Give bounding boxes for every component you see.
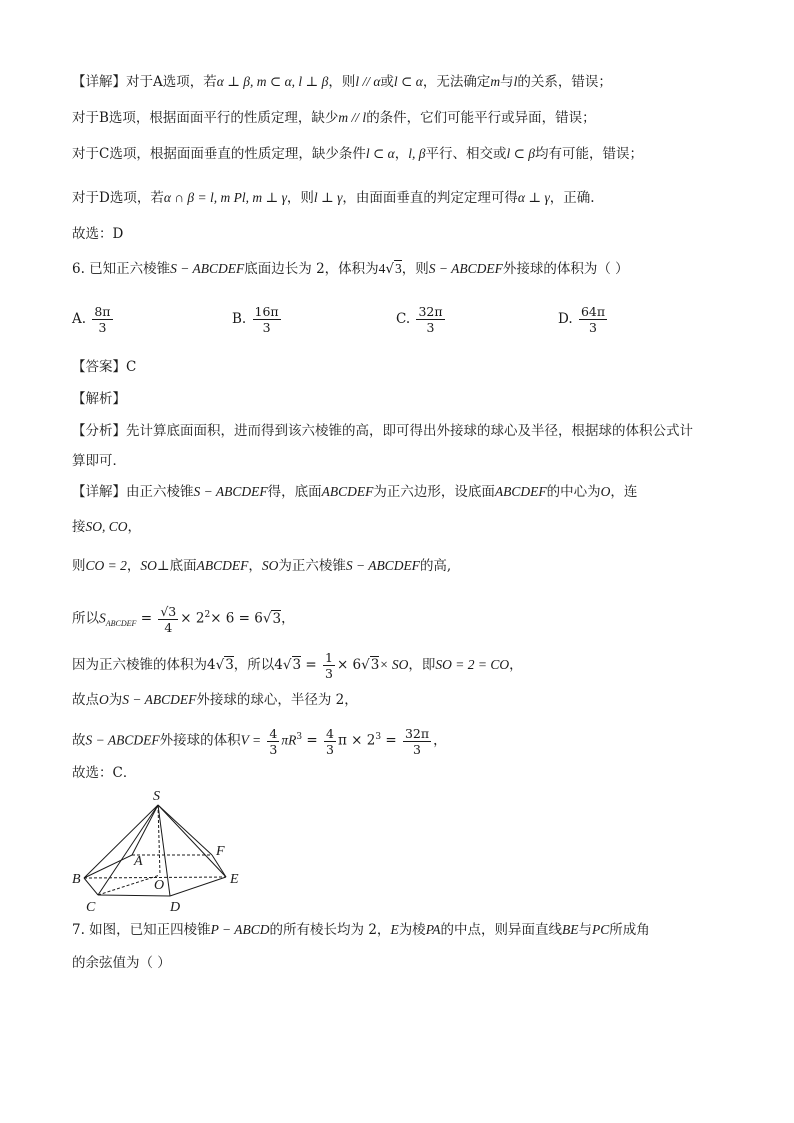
answer-choice-prev: 故选：D — [72, 226, 124, 242]
fraction — [267, 726, 279, 757]
label-d: D — [170, 900, 181, 915]
edge-sb — [84, 805, 158, 878]
text: 为正六棱锥 — [278, 558, 346, 574]
detail-line-4: 所以$S_{ABCDEF}$ = $\frac{√3}{4}$ × $2^2\times 6 = 6√3$， — [72, 603, 295, 635]
detail-tag: 【详解】 — [72, 74, 126, 90]
den: 3 — [98, 320, 107, 335]
text: 故 — [72, 732, 86, 749]
text: ，则 — [286, 190, 314, 206]
math: l, β — [408, 146, 426, 161]
text: 因为正六棱锥的体积为 — [72, 657, 207, 673]
math: × SO — [379, 657, 409, 672]
math: l // α — [355, 74, 381, 89]
option-fraction — [92, 304, 112, 335]
detail-line-3 — [72, 556, 451, 576]
label-a: A — [134, 854, 143, 869]
math: × 6 — [336, 657, 362, 673]
text: 则 — [72, 558, 86, 574]
math: PC — [591, 922, 610, 937]
option-b[interactable] — [232, 304, 283, 335]
math: m // l — [338, 110, 367, 125]
detail-line-d — [72, 188, 595, 208]
math: SO, CO — [85, 519, 128, 534]
math: O — [600, 484, 611, 499]
math: S − ABCDEF — [85, 732, 160, 748]
label-f: F — [216, 844, 225, 859]
label-c: C — [86, 900, 96, 915]
text: ， — [127, 519, 142, 535]
text: 对于A选项，若 — [126, 74, 217, 90]
option-letter: A. — [72, 311, 87, 327]
detail-line-c — [72, 144, 643, 164]
math: 3 — [225, 657, 234, 673]
text: ，则 — [328, 74, 356, 90]
text: 接 — [72, 519, 86, 535]
math: 4 — [378, 261, 386, 276]
text: ， — [394, 146, 409, 162]
math: = — [385, 732, 397, 749]
math: S — [99, 610, 106, 626]
text: 的高, — [419, 558, 452, 574]
math-sup: 2 — [204, 610, 211, 620]
math: l ⊂ β — [506, 146, 536, 161]
num: √3 — [160, 603, 177, 619]
math: E — [390, 922, 399, 937]
text: 的中心为 — [546, 484, 601, 500]
text: 外接球的体积 — [159, 732, 241, 749]
math: PA — [425, 922, 441, 937]
text: 平行、相交或 — [425, 146, 507, 162]
edge-bc — [84, 878, 98, 895]
detail-line-b — [72, 108, 596, 128]
text: 的所有棱长均为 2， — [269, 922, 391, 938]
math: 3 — [272, 610, 282, 627]
math: V = — [240, 732, 262, 748]
math: m — [490, 74, 501, 89]
q6-stem: 6. 已知正六棱锥S − ABCDEF底面边长为 2，体积为4√3，则S − ABCDEF外接球的体积为（ ） — [72, 261, 629, 277]
text: 所以 — [72, 610, 99, 627]
math: O — [99, 692, 109, 707]
text: ，连 — [610, 484, 638, 500]
den: 3 — [589, 320, 597, 335]
text: ，所以 — [233, 657, 275, 673]
fraction — [324, 726, 336, 757]
option-fraction — [253, 304, 281, 335]
edge-sf — [158, 805, 212, 855]
text: 7. 如图，已知正四棱锥 — [72, 922, 211, 938]
den: 3 — [426, 320, 435, 335]
option-fraction — [579, 304, 607, 335]
math: l ⊂ α — [365, 146, 395, 161]
edge-se — [158, 805, 226, 877]
math: l ⊥ γ — [313, 190, 343, 205]
text: 对于D选项，若 — [72, 190, 164, 206]
num: 32π — [404, 725, 430, 741]
edge-sa — [132, 805, 158, 855]
math: 3 — [370, 657, 380, 673]
math: α ⊥ γ — [517, 190, 550, 205]
label-b: B — [72, 872, 81, 887]
num: 16π — [254, 304, 279, 319]
math-sup: 3 — [296, 732, 303, 742]
den: 3 — [326, 741, 334, 757]
math: α ⊥ β, m ⊂ α, l ⊥ β — [216, 74, 329, 89]
text: ，由面面垂直的判定定理可得 — [342, 190, 518, 206]
option-d[interactable] — [558, 304, 609, 335]
math: S − ABCDEF — [122, 692, 197, 707]
math: S − ABCDEF — [193, 484, 268, 499]
math: × 2 — [180, 610, 205, 627]
text: 故点 — [72, 692, 99, 708]
edge-sc — [98, 805, 158, 895]
fraction — [403, 726, 431, 757]
text: 外接球的球心，半径为 2， — [196, 692, 358, 708]
text: 为 — [108, 692, 123, 708]
math: CO = 2 — [85, 558, 127, 573]
num: 64π — [580, 304, 606, 319]
text: 对于B选项，根据面面平行的性质定理，缺少 — [72, 110, 339, 126]
num: 1 — [325, 650, 333, 665]
math: SO — [261, 558, 279, 573]
option-letter: B. — [232, 311, 247, 327]
math: π × 2 — [337, 732, 376, 749]
fenxi-tag: 【分析】 — [72, 423, 126, 439]
q7-line-2: 的余弦值为（ ） — [72, 955, 171, 971]
text: ， — [248, 558, 262, 574]
math: = — [140, 610, 153, 627]
detail-tag: 【详解】 — [72, 484, 126, 500]
option-fraction — [416, 304, 444, 335]
label-o: O — [154, 878, 165, 893]
detail-line-2 — [72, 517, 141, 537]
text: 与 — [500, 74, 514, 90]
text: 由正六棱锥 — [126, 484, 194, 500]
detail-line-1 — [72, 482, 637, 502]
den: 3 — [325, 666, 333, 681]
math: 3 — [395, 261, 402, 276]
math-sup: 3 — [375, 732, 382, 742]
text: 的中点，则异面直线 — [440, 922, 562, 938]
math: SO⊥ — [140, 558, 170, 573]
math: × 6 = 6 — [210, 610, 263, 627]
den: 4 — [164, 619, 173, 635]
num: 4 — [269, 725, 278, 741]
text: 均有可能，错误； — [535, 146, 644, 162]
den: 3 — [269, 741, 278, 757]
math: α ∩ β = l, m Pl, m ⊥ γ — [163, 190, 287, 205]
text: ，则 — [401, 261, 429, 277]
math-sub: ABCDEF — [105, 619, 137, 629]
text: 先计算底面面积，进而得到该六棱锥的高，即可得出外接球的球心及半径，根据球的体积公式计 — [126, 423, 693, 439]
text: ， — [509, 657, 523, 673]
text: 或 — [380, 74, 394, 90]
edge-cd — [98, 895, 170, 896]
math: 3 — [292, 657, 302, 673]
option-a[interactable] — [72, 304, 115, 335]
detail-line-5: 因为正六棱锥的体积为4√3，所以4√3 = $\frac{1}{3}$ × 6√3× SO，即SO = 2 = CO， — [72, 650, 523, 681]
option-c[interactable] — [396, 304, 447, 335]
text: 得，底面 — [267, 484, 322, 500]
option-letter: C. — [396, 311, 411, 327]
math: = — [306, 732, 318, 749]
edge-de — [170, 877, 226, 896]
answer-tag: 【答案】 — [72, 359, 126, 375]
num: 4 — [326, 725, 334, 741]
math: 4 — [274, 657, 283, 673]
math: S − ABCDEF — [170, 261, 245, 276]
num: 8π — [94, 304, 111, 319]
analysis-tag: 【解析】 — [72, 391, 126, 407]
math: SO = 2 = CO — [435, 657, 510, 672]
answer-line — [72, 357, 136, 377]
math: 4 — [207, 657, 216, 673]
q7-line-1 — [72, 920, 650, 940]
fenxi-line-2: 算即可． — [72, 453, 126, 469]
text: ， — [126, 558, 141, 574]
text: ， — [433, 732, 447, 749]
text: ， — [281, 610, 295, 627]
text: 的关系，错误； — [517, 74, 612, 90]
math: ABCDEF — [494, 484, 547, 499]
answer-choice: 故选：C． — [72, 765, 137, 781]
text: 与 — [578, 922, 592, 938]
math: ABCDEF — [196, 558, 249, 573]
detail-line-7 — [72, 720, 447, 758]
text: 外接球的体积为（ ） — [502, 261, 629, 277]
label-s: S — [153, 789, 160, 804]
option-letter: D. — [558, 311, 573, 327]
math: S − ABCDEF — [345, 558, 420, 573]
text: ，即 — [408, 657, 436, 673]
text: 底面 — [169, 558, 197, 574]
text: 为棱 — [398, 922, 426, 938]
math: P − ABCD — [210, 922, 270, 937]
text: 所成角 — [609, 922, 650, 938]
den: 3 — [262, 320, 271, 335]
fenxi-line-1 — [72, 421, 693, 441]
text: 底面边长为 2，体积为 — [244, 261, 379, 277]
label-e: E — [230, 872, 239, 887]
text: ，正确. — [549, 190, 595, 206]
text: 为正六边形，设底面 — [373, 484, 495, 500]
num: 32π — [418, 304, 443, 319]
fraction — [323, 650, 335, 681]
detail-line-a — [72, 72, 612, 92]
math: S − ABCDEF — [428, 261, 503, 276]
answer-value: C — [126, 359, 137, 375]
math: l ⊂ α — [393, 74, 423, 89]
text: ，无法确定 — [422, 74, 491, 90]
text: 对于C选项，根据面面垂直的性质定理，缺少条件 — [72, 146, 366, 162]
math: = — [305, 657, 317, 673]
edge-ba — [84, 855, 132, 878]
math: πR — [281, 732, 297, 748]
text: 6. 已知正六棱锥 — [72, 261, 171, 277]
math: l — [513, 74, 518, 89]
math: BE — [561, 922, 579, 937]
hexagonal-pyramid-figure — [70, 785, 260, 915]
text: 的条件，它们可能平行或异面，错误； — [366, 110, 596, 126]
detail-line-6 — [72, 690, 358, 710]
fraction — [158, 604, 178, 635]
math: ABCDEF — [321, 484, 374, 499]
den: 3 — [413, 741, 421, 757]
